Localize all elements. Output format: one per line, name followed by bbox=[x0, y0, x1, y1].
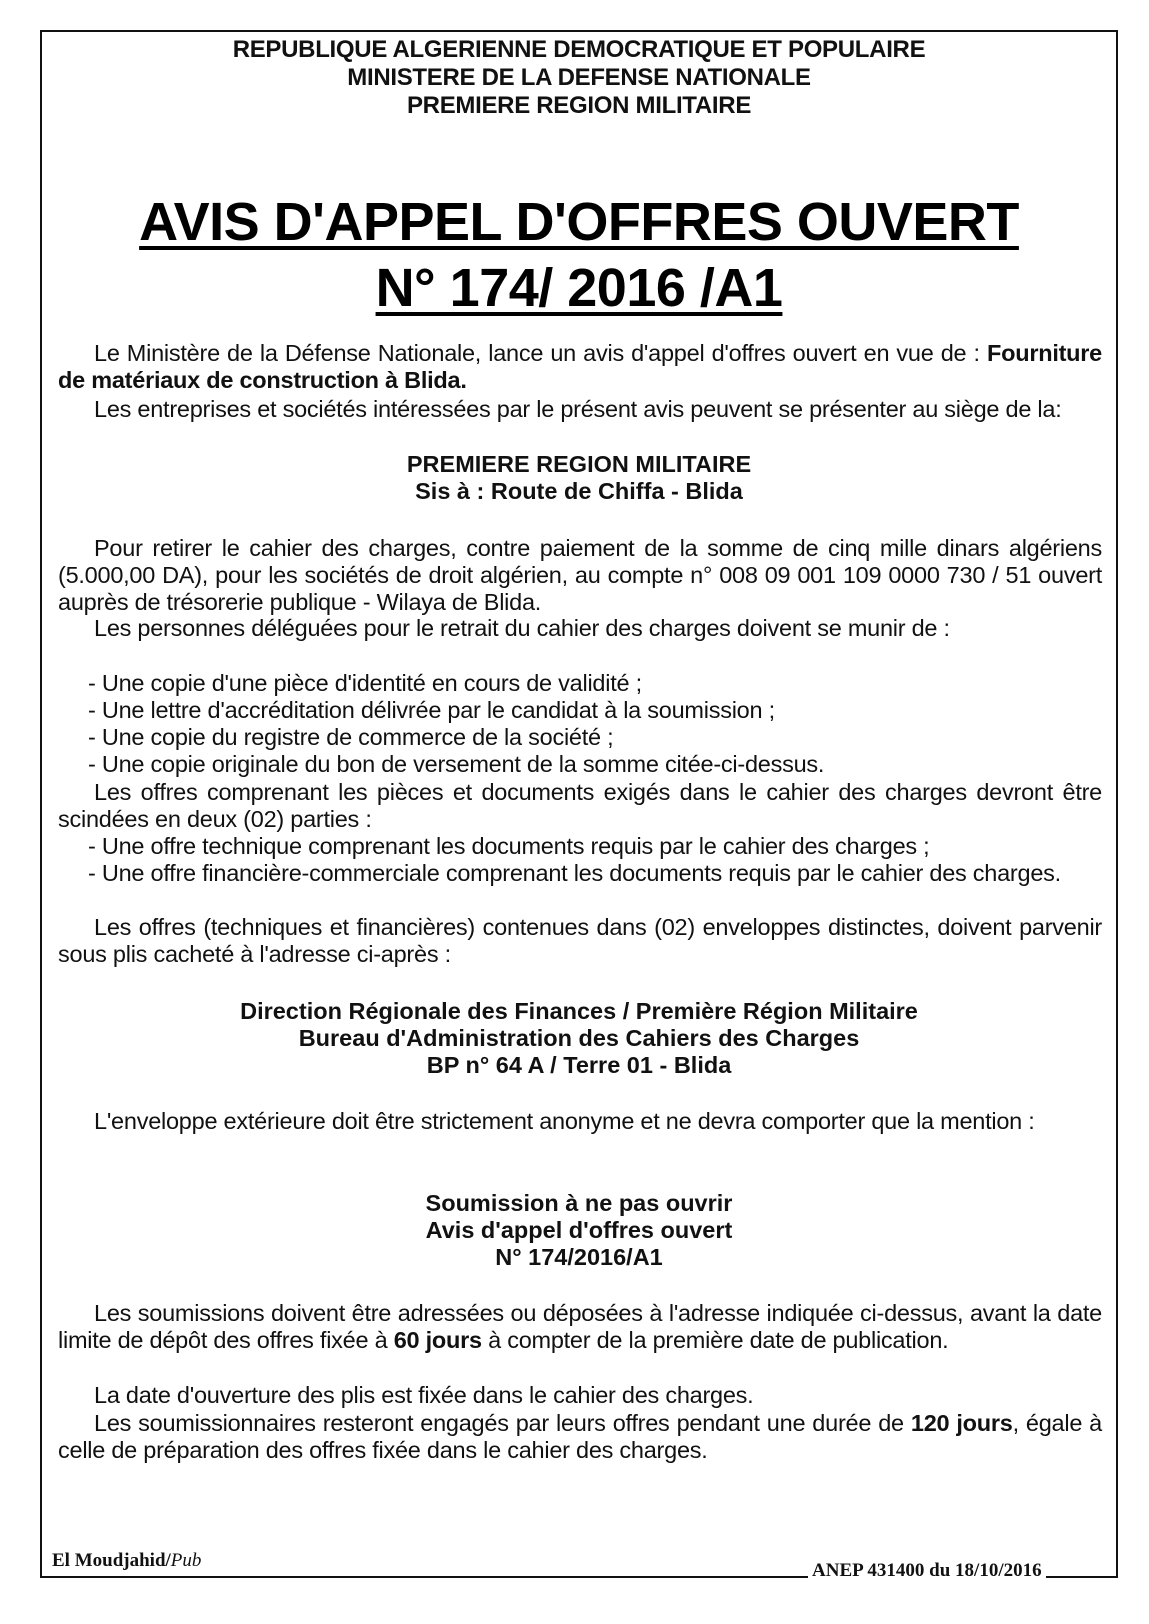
paragraph-intro bbox=[58, 340, 1102, 394]
list-item: - Une copie originale du bon de versement de la somme citée-ci-dessus. bbox=[88, 751, 825, 777]
mention-line: Soumission à ne pas ouvrir bbox=[425, 1190, 733, 1216]
list-item: - Une copie du registre de commerce de la société ; bbox=[88, 724, 614, 750]
address-region bbox=[40, 451, 1118, 505]
list-item: - Une copie d'une pièce d'identité en cours de validité ; bbox=[88, 670, 642, 696]
mention-block bbox=[40, 1190, 1118, 1271]
intro-text: Le Ministère de la Défense Nationale, lance un avis d'appel d'offres ouvert en vue de : bbox=[94, 340, 987, 366]
address-finance-bureau: Bureau d'Administration des Cahiers des Charges bbox=[298, 1025, 860, 1051]
header bbox=[40, 36, 1118, 120]
address-region-name: PREMIERE REGION MILITAIRE bbox=[406, 451, 752, 477]
mention-line: N° 174/2016/A1 bbox=[495, 1244, 663, 1270]
address-finance-direction: Direction Régionale des Finances / Première Région Militaire bbox=[240, 998, 918, 1024]
list-item: - Une offre financière-commerciale comprenant les documents requis par le cahier des charges. bbox=[88, 860, 1061, 886]
mention-line: Avis d'appel d'offres ouvert bbox=[425, 1217, 733, 1243]
header-ministry: MINISTERE DE LA DEFENSE NATIONALE bbox=[347, 64, 811, 91]
list-item: - Une offre technique comprenant les documents requis par le cahier des charges ; bbox=[88, 833, 930, 859]
paragraph-delegates: Les personnes déléguées pour le retrait du cahier des charges doivent se munir de : bbox=[94, 615, 950, 641]
paragraph-deadline bbox=[58, 1300, 1102, 1354]
publisher-name: El Moudjahid/ bbox=[52, 1550, 171, 1571]
validity-days: 120 jours bbox=[910, 1410, 1013, 1436]
paragraph-opening: La date d'ouverture des plis est fixée dans le cahier des charges. bbox=[94, 1382, 754, 1408]
validity-text: Les soumissionnaires resteront engagés par leurs offres pendant une durée de bbox=[94, 1410, 911, 1436]
address-region-location: Sis à : Route de Chiffa - Blida bbox=[415, 478, 743, 504]
paragraph-validity bbox=[58, 1410, 1102, 1464]
list-item: - Une lettre d'accréditation délivrée par le candidat à la soumission ; bbox=[88, 697, 775, 723]
list-documents bbox=[58, 670, 1102, 778]
header-republic: REPUBLIQUE ALGERIENNE DEMOCRATIQUE ET POPULAIRE bbox=[232, 36, 926, 63]
validity-text-end: , égale à celle de préparation des offres fixée dans le cahier des charges. bbox=[58, 1410, 1102, 1463]
paragraph-offers: Les offres comprenant les pièces et documents exigés dans le cahier des charges devront être scindées en deux (02) parties : bbox=[58, 779, 1102, 832]
paragraph-payment: Pour retirer le cahier des charges, contre paiement de la somme de cinq mille dinars algériens (5.000,00 DA), pour les sociétés de droit algérien, au compte n° 008 09 001 109 0000 730 / 51 ouvert auprès de trésorerie publique - Wilaya de Blida. bbox=[58, 535, 1102, 615]
deadline-days: 60 jours bbox=[393, 1327, 482, 1353]
footer-anep-reference: ANEP 431400 du 18/10/2016 bbox=[808, 1560, 1046, 1582]
header-region: PREMIERE REGION MILITAIRE bbox=[406, 92, 752, 119]
deadline-text: Les soumissions doivent être adressées ou déposées à l'adresse indiquée ci-dessus, avant la date limite de dépôt des offres fixée à bbox=[58, 1300, 1102, 1353]
paragraph-anonymous: L'enveloppe extérieure doit être strictement anonyme et ne devra comporter que la mention : bbox=[94, 1108, 1035, 1134]
deadline-text-end: à compter de la première date de publication. bbox=[481, 1327, 949, 1353]
paragraph-companies: Les entreprises et sociétés intéressées par le présent avis peuvent se présenter au siège de la: bbox=[94, 396, 1062, 422]
address-finance-bp: BP n° 64 A / Terre 01 - Blida bbox=[426, 1052, 732, 1078]
list-offers bbox=[58, 833, 1102, 887]
address-finance bbox=[40, 998, 1118, 1079]
paragraph-envelopes: Les offres (techniques et financières) contenues dans (02) enveloppes distinctes, doivent parvenir sous plis cacheté à l'adresse ci-après : bbox=[58, 914, 1102, 967]
notice-title: AVIS D'APPEL D'OFFRES OUVERT bbox=[139, 192, 1019, 252]
intro-object: Fourniture de matériaux de construction à Blida. bbox=[58, 340, 1102, 393]
publisher-tag: Pub bbox=[170, 1550, 202, 1571]
footer-publisher bbox=[48, 1550, 205, 1572]
notice-number: N° 174/ 2016 /A1 bbox=[375, 258, 783, 318]
